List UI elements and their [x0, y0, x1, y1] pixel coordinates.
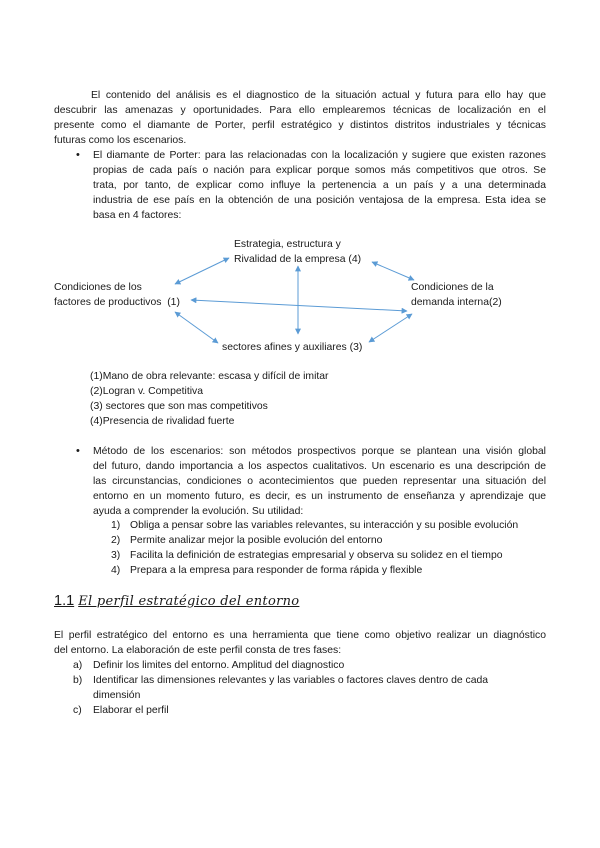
factor-item: (3) sectores que son mas competitivos	[90, 401, 268, 412]
bullet-line: del futuro, dando importancia a los aspectos cualitativos. Un escenario es una descripción de	[93, 461, 546, 472]
arrow-bottom-right	[369, 314, 412, 342]
node-right-line: Condiciones de la	[411, 282, 494, 293]
bullet-line: trata, por tanto, de explicar como influye la pertenencia a un país y a una determinada	[93, 180, 546, 191]
bullet-line: basa en 4 factores:	[93, 210, 182, 221]
bullet-line: Método de los escenarios: son métodos prospectivos porque se plantean una visión global	[93, 446, 546, 457]
bullet-line: entorno en un momento futuro, es decir, es un instrumento de enseñanza y aprendizaje que	[93, 491, 546, 502]
utility-number: 1)	[111, 520, 121, 531]
intro-line: presente como el diamante de Porter, perfil estratégico y distintos distritos industriales y técnicas	[54, 120, 546, 131]
node-left-line: Condiciones de los	[54, 282, 142, 293]
phase-item: Identificar las dimensiones relevantes y las variables o factores claves dentro de cada	[93, 675, 489, 686]
phase-item-continuation: dimensión	[93, 690, 141, 701]
node-top-line: Estrategia, estructura y	[234, 239, 341, 250]
bullet-line: las circunstancias, condiciones o acontecimientos que pueden representar una situación del	[93, 476, 546, 487]
utility-item: Permite analizar mejor la posible evolución del entorno	[130, 535, 383, 546]
utility-number: 2)	[111, 535, 121, 546]
utility-item: Facilita la definición de estrategias empresarial y observa su solidez en el tiempo	[130, 550, 503, 561]
section-heading	[54, 591, 299, 612]
phase-item: Elaborar el perfil	[93, 705, 169, 716]
bullet-marker: •	[76, 445, 80, 457]
arrow-left-top	[175, 258, 229, 284]
utility-item: Prepara a la empresa para responder de forma rápida y flexible	[130, 565, 423, 576]
section-title: El perfil estratégico del entorno	[78, 594, 300, 609]
intro-line: descubrir las amenazas y oportunidades. Para ello emplearemos técnicas de localización en el	[54, 105, 546, 116]
intro-line: El contenido del análisis es el diagnostico de la situación actual y futura para ello hay que	[91, 90, 546, 101]
node-bottom: sectores afines y auxiliares (3)	[222, 342, 363, 353]
phase-marker: c)	[73, 705, 82, 716]
arrow-top-right	[372, 262, 414, 280]
node-left-line: factores de productivos (1)	[54, 297, 180, 308]
node-right-line: demanda interna(2)	[411, 297, 502, 308]
bullet-line: ayuda a comprender la evolución. Su utilidad:	[93, 506, 304, 517]
phase-marker: a)	[73, 660, 83, 671]
bullet-line: El diamante de Porter: para las relacionadas con la localización y sugiere que existen razones	[93, 150, 546, 161]
arrow-horizontal	[191, 300, 407, 311]
utility-number: 4)	[111, 565, 121, 576]
node-top-line: Rivalidad de la empresa (4)	[234, 254, 362, 265]
bullet-line: industria de ese país en la obtención de una posición ventajosa de la empresa. Esta idea se	[93, 195, 546, 206]
utility-item: Obliga a pensar sobre las variables relevantes, su interacción y su posible evolución	[130, 520, 519, 531]
section-number: 1.1	[54, 593, 75, 609]
utility-number: 3)	[111, 550, 121, 561]
factor-item: (4)Presencia de rivalidad fuerte	[90, 416, 235, 427]
bullet-marker: •	[76, 149, 80, 161]
factor-item: (2)Logran v. Competitiva	[90, 386, 203, 397]
factor-item: (1)Mano de obra relevante: escasa y difícil de imitar	[90, 371, 329, 382]
phase-item: Definir los limites del entorno. Amplitud del diagnostico	[93, 660, 345, 671]
perfil-line: El perfil estratégico del entorno es una herramienta que tiene como objetivo realizar un diagnóstico	[54, 630, 546, 641]
intro-line: futuras como los escenarios.	[54, 135, 187, 146]
perfil-line: del entorno. La elaboración de este perfil consta de tres fases:	[54, 645, 342, 656]
arrow-left-bottom	[175, 312, 218, 343]
bullet-line: propias de cada país o nación para explicar porque somos más competitivos que otros. Se	[93, 165, 546, 176]
phase-marker: b)	[73, 675, 83, 686]
